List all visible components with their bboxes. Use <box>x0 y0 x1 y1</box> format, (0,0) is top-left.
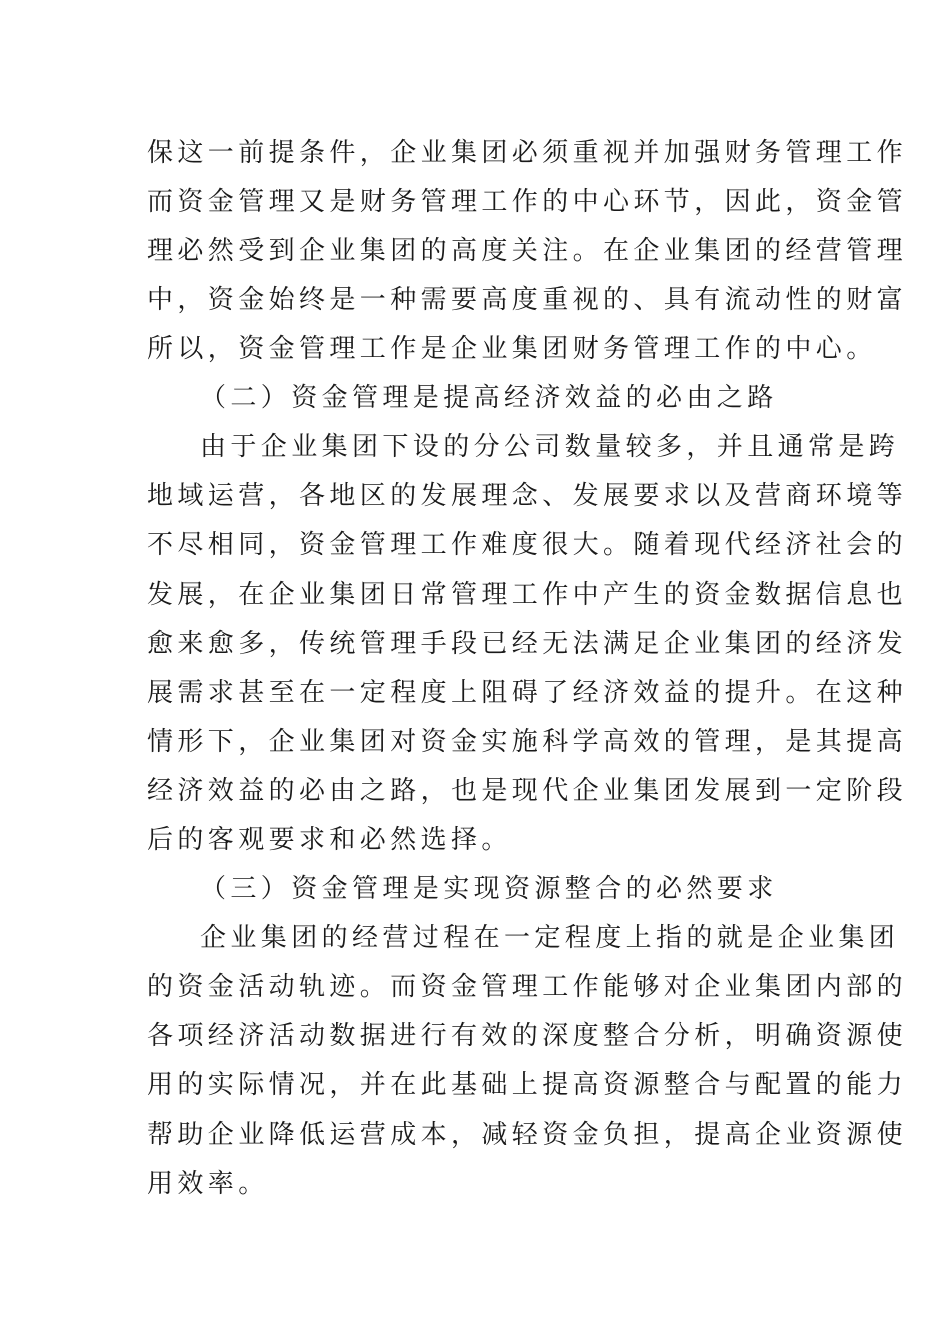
body-text-line: 后的客观要求和必然选择。 <box>147 825 512 855</box>
section-heading-3: （三）资金管理是实现资源整合的必然要求 <box>200 874 778 904</box>
body-text-line: 经济效益的必由之路，也是现代企业集团发展到一定阶段 <box>147 776 908 806</box>
section-heading-2: （二）资金管理是提高经济效益的必由之路 <box>200 383 778 413</box>
body-text-line: 用的实际情况，并在此基础上提高资源整合与配置的能力 <box>147 1070 908 1100</box>
body-text-line: 各项经济活动数据进行有效的深度整合分析，明确资源使 <box>147 1021 908 1051</box>
body-text-line: 地域运营，各地区的发展理念、发展要求以及营商环境等 <box>147 481 908 511</box>
body-text-line: 不尽相同，资金管理工作难度很大。随着现代经济社会的 <box>147 530 908 560</box>
body-text-line: 而资金管理又是财务管理工作的中心环节，因此，资金管 <box>147 187 908 217</box>
body-text-line: 中，资金始终是一种需要高度重视的、具有流动性的财富 <box>147 285 908 315</box>
body-text-line: 展需求甚至在一定程度上阻碍了经济效益的提升。在这种 <box>147 678 908 708</box>
body-text-line: 用效率。 <box>147 1169 269 1199</box>
body-text-line: 情形下，企业集团对资金实施科学高效的管理，是其提高 <box>147 727 908 757</box>
body-text-line: 帮助企业降低运营成本，减轻资金负担，提高企业资源使 <box>147 1120 908 1150</box>
body-text-line: 的资金活动轨迹。而资金管理工作能够对企业集团内部的 <box>147 972 908 1002</box>
body-text-line: 企业集团的经营过程在一定程度上指的就是企业集团 <box>200 923 900 953</box>
body-text-line: 理必然受到企业集团的高度关注。在企业集团的经营管理 <box>147 236 908 266</box>
body-text-line: 保这一前提条件，企业集团必须重视并加强财务管理工作 <box>147 138 908 168</box>
body-text-line: 由于企业集团下设的分公司数量较多，并且通常是跨 <box>200 432 900 462</box>
body-text-line: 所以，资金管理工作是企业集团财务管理工作的中心。 <box>147 334 877 364</box>
body-text-line: 发展，在企业集团日常管理工作中产生的资金数据信息也 <box>147 580 908 610</box>
body-text-line: 愈来愈多，传统管理手段已经无法满足企业集团的经济发 <box>147 629 908 659</box>
